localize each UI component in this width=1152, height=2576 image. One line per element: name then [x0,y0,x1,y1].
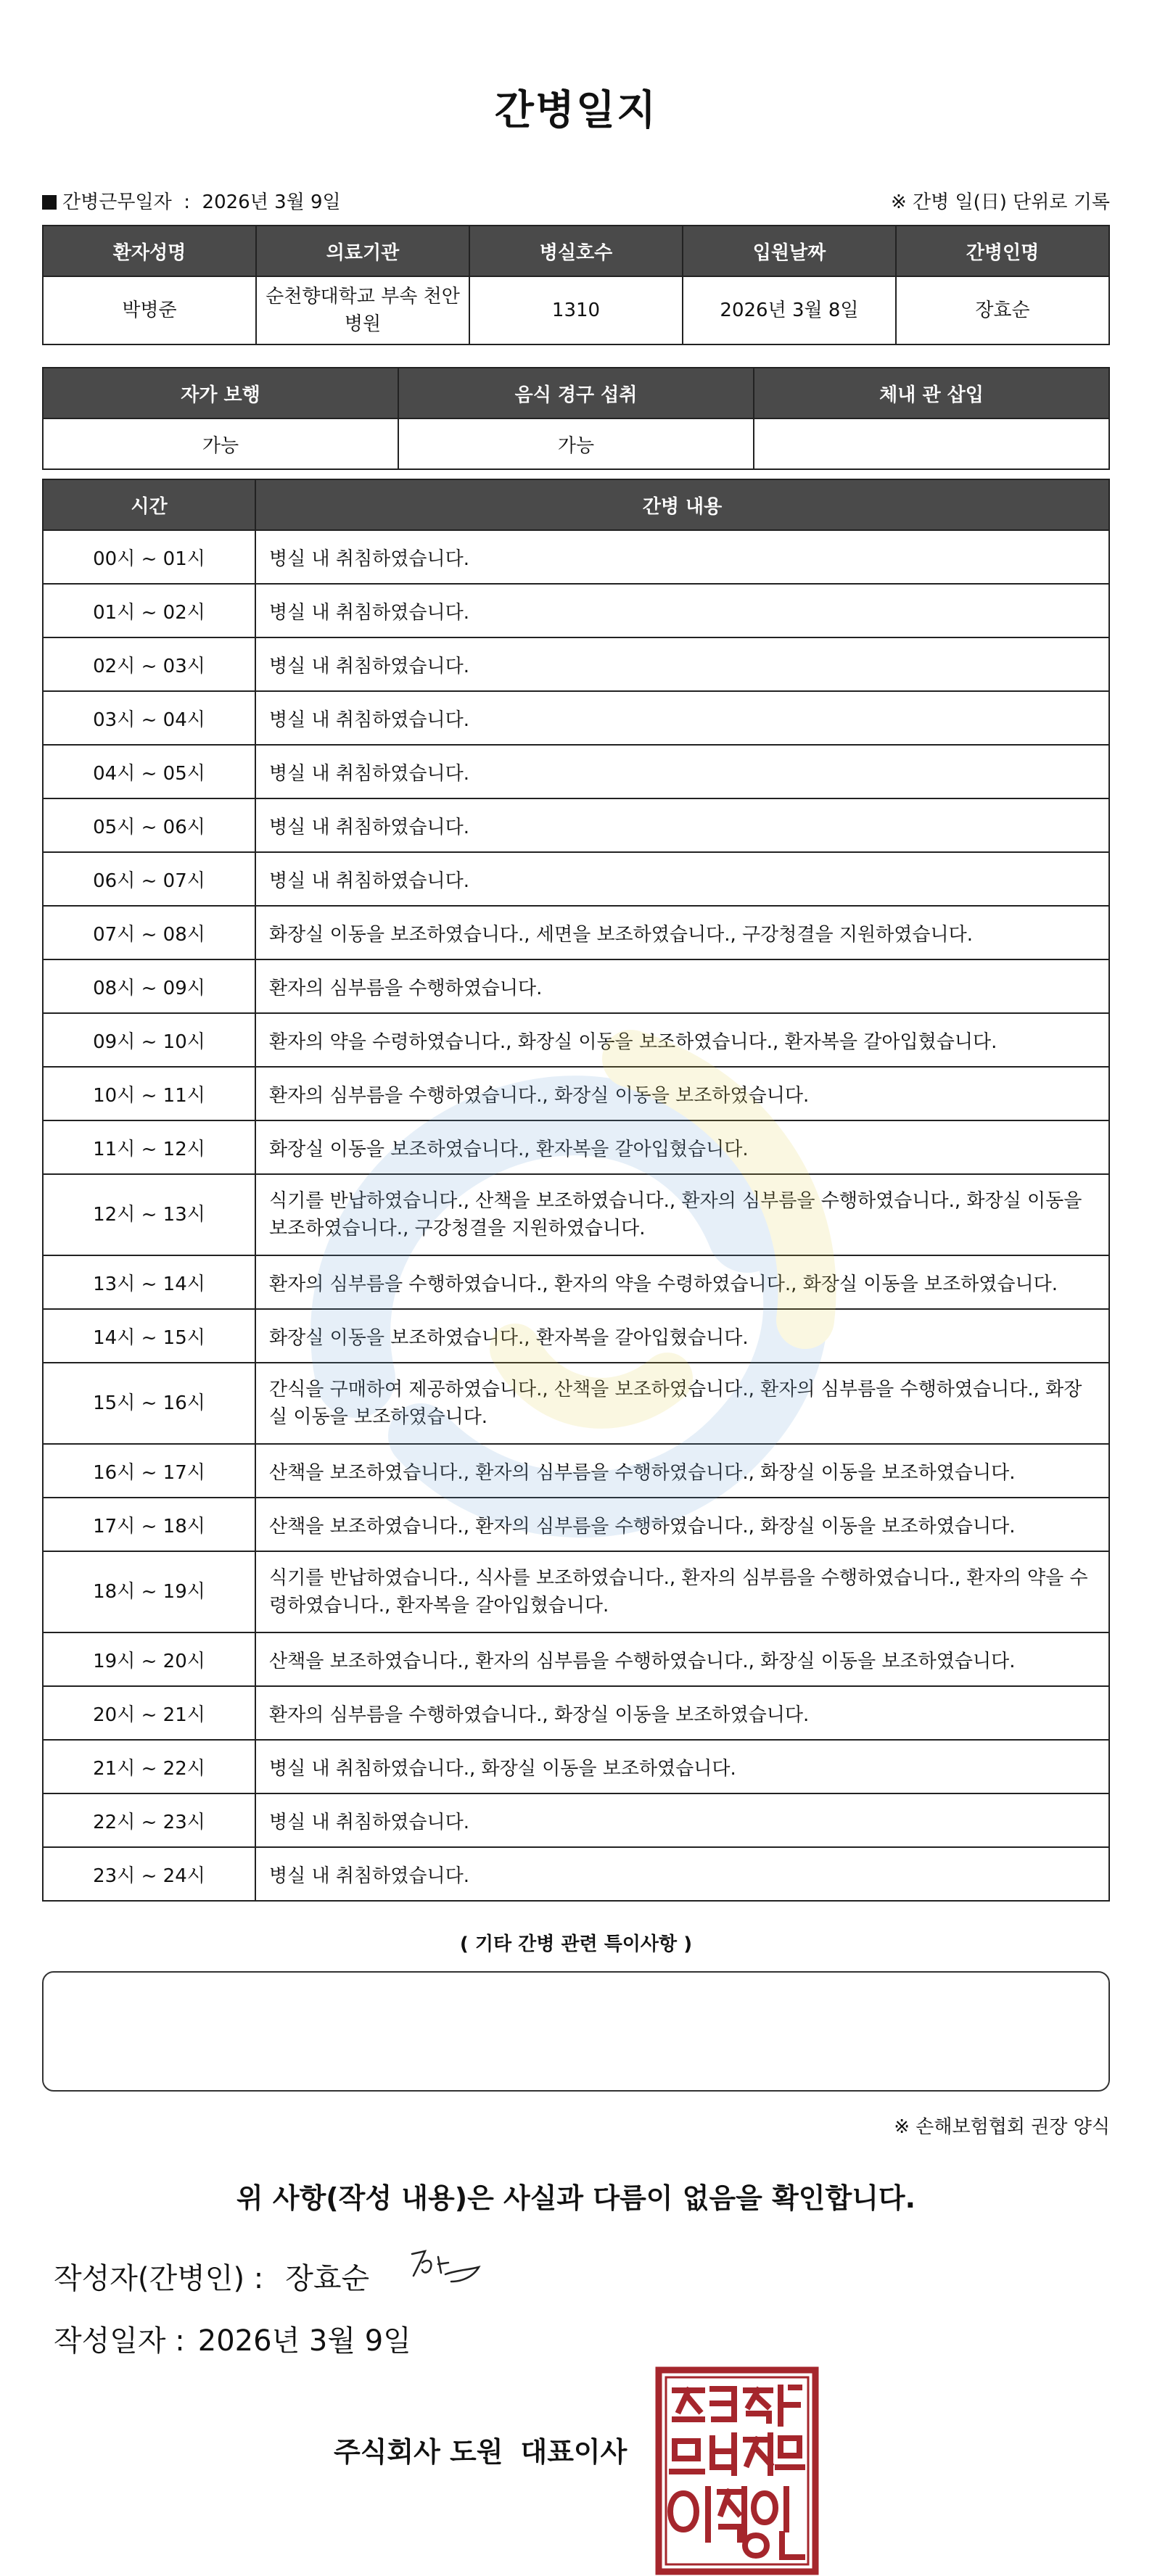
header-tube-insertion: 체내 관 삽입 [754,368,1109,418]
care-log-time: 01시 ~ 02시 [43,584,255,637]
company-line [334,2430,627,2469]
care-log-time: 07시 ~ 08시 [43,906,255,959]
care-log-table [42,479,1110,1902]
care-log-row [43,637,1109,691]
care-log-time: 16시 ~ 17시 [43,1444,255,1498]
care-log-content: 간식을 구매하여 제공하였습니다., 산책을 보조하였습니다., 환자의 심부름을 수행하였습니다., 화장실 이동을 보조하였습니다. [255,1363,1109,1444]
duty-date-label: 간병근무일자 [62,191,172,213]
square-bullet-icon [42,195,57,210]
care-log-row [43,1793,1109,1847]
care-log-time: 14시 ~ 15시 [43,1309,255,1363]
header-room-number: 병실호수 [469,226,683,276]
written-date-line [54,2318,411,2359]
care-log-time: 11시 ~ 12시 [43,1120,255,1174]
care-log-time: 05시 ~ 06시 [43,798,255,852]
care-log-content: 환자의 심부름을 수행하였습니다., 화장실 이동을 보조하였습니다. [255,1686,1109,1740]
form-source-note: ※ 손해보험협회 권장 양식 [894,2116,1110,2138]
patient-status-header-row [43,368,1109,418]
care-log-content: 식기를 반납하였습니다., 식사를 보조하였습니다., 환자의 심부름을 수행하였습니다., 환자의 약을 수령하였습니다., 환자복을 갈아입혔습니다. [255,1551,1109,1632]
care-log-content: 환자의 심부름을 수행하였습니다. [255,959,1109,1013]
care-log-row [43,745,1109,798]
care-log-header-row [43,479,1109,530]
care-log-row [43,798,1109,852]
care-log-row [43,1255,1109,1309]
care-log-content: 산책을 보조하였습니다., 환자의 심부름을 수행하였습니다., 화장실 이동을 보조하였습니다. [255,1498,1109,1551]
care-log-row [43,1686,1109,1740]
duty-date-line: 간병근무일자 : 2026년 3월 9일 [42,187,341,214]
care-log-content: 환자의 약을 수령하였습니다., 화장실 이동을 보조하였습니다., 환자복을 갈아입혔습니다. [255,1013,1109,1067]
care-log-content: 병실 내 취침하였습니다. [255,691,1109,745]
caregiver-name-value: 장효순 [896,276,1109,344]
written-date-value: 2026년 3월 9일 [197,2324,411,2358]
care-log-content: 환자의 심부름을 수행하였습니다., 화장실 이동을 보조하였습니다. [255,1067,1109,1120]
care-log-content: 병실 내 취침하였습니다. [255,584,1109,637]
care-log-time: 03시 ~ 04시 [43,691,255,745]
patient-info-table [42,225,1110,345]
writer-label: 작성자(간병인) : [54,2262,264,2295]
header-hospital: 의료기관 [256,226,469,276]
header-admission-date: 입원날짜 [683,226,896,276]
room-number-value: 1310 [469,276,683,344]
patient-status-value-row [43,418,1109,469]
care-log-row [43,1498,1109,1551]
header-oral-intake: 음식 경구 섭취 [398,368,754,418]
care-log-time: 20시 ~ 21시 [43,1686,255,1740]
care-log-time: 10시 ~ 11시 [43,1067,255,1120]
care-log-body [43,530,1109,1901]
care-log-time: 09시 ~ 10시 [43,1013,255,1067]
care-log-content: 병실 내 취침하였습니다., 화장실 이동을 보조하였습니다. [255,1740,1109,1793]
care-log-content: 환자의 심부름을 수행하였습니다., 환자의 약을 수령하였습니다., 화장실 이동을 보조하였습니다. [255,1255,1109,1309]
care-log-row [43,691,1109,745]
handwritten-signature [406,2241,486,2292]
patient-status-table [42,367,1110,470]
care-log-row [43,1363,1109,1444]
care-log-content: 산책을 보조하였습니다., 환자의 심부름을 수행하였습니다., 화장실 이동을 보조하였습니다. [255,1444,1109,1498]
care-log-row [43,1174,1109,1255]
patient-name-value: 박병준 [43,276,256,344]
page-title: 간병일지 [494,87,658,134]
notes-box [42,1971,1110,2092]
company-name: 주식회사 도원 [334,2436,503,2468]
hospital-value: 순천향대학교 부속 천안병원 [256,276,469,344]
care-log-time: 00시 ~ 01시 [43,530,255,584]
patient-info-header-row [43,226,1109,276]
care-log-time: 13시 ~ 14시 [43,1255,255,1309]
tube-insertion-value [754,418,1109,469]
header-care-content: 간병 내용 [255,479,1109,530]
notes-section-title: ( 기타 간병 관련 특이사항 ) [459,1933,693,1955]
care-log-time: 18시 ~ 19시 [43,1551,255,1632]
care-log-row [43,1551,1109,1632]
care-log-time: 19시 ~ 20시 [43,1632,255,1686]
care-log-time: 22시 ~ 23시 [43,1793,255,1847]
care-log-content: 화장실 이동을 보조하였습니다., 세면을 보조하였습니다., 구강청결을 지원하였습니다. [255,906,1109,959]
daily-record-note: ※ 간병 일(日) 단위로 기록 [890,191,1110,213]
care-log-content: 병실 내 취침하였습니다. [255,745,1109,798]
care-log-content: 화장실 이동을 보조하였습니다., 환자복을 갈아입혔습니다. [255,1309,1109,1363]
care-log-row [43,1309,1109,1363]
company-title: 대표이사 [520,2436,628,2468]
care-log-content: 병실 내 취침하였습니다. [255,637,1109,691]
care-log-row [43,1013,1109,1067]
care-log-row [43,1444,1109,1498]
care-log-time: 23시 ~ 24시 [43,1847,255,1901]
care-log-row [43,1632,1109,1686]
care-log-time: 17시 ~ 18시 [43,1498,255,1551]
care-log-content: 산책을 보조하였습니다., 환자의 심부름을 수행하였습니다., 화장실 이동을 보조하였습니다. [255,1632,1109,1686]
company-seal-stamp [654,2366,820,2576]
care-log-row [43,584,1109,637]
duty-date-value: 2026년 3월 9일 [202,191,341,213]
header-patient-name: 환자성명 [43,226,256,276]
care-log-time: 15시 ~ 16시 [43,1363,255,1444]
patient-info-value-row [43,276,1109,344]
care-log-row [43,906,1109,959]
care-log-content: 병실 내 취침하였습니다. [255,1847,1109,1901]
care-log-content: 병실 내 취침하였습니다. [255,1793,1109,1847]
care-log-row [43,1847,1109,1901]
confirmation-statement: 위 사항(작성 내용)은 사실과 다름이 없음을 확인합니다. [236,2182,916,2214]
care-log-row [43,959,1109,1013]
header-caregiver-name: 간병인명 [896,226,1109,276]
care-log-content: 화장실 이동을 보조하였습니다., 환자복을 갈아입혔습니다. [255,1120,1109,1174]
care-log-row [43,1740,1109,1793]
care-log-row [43,1120,1109,1174]
care-log-time: 12시 ~ 13시 [43,1174,255,1255]
care-log-content: 병실 내 취침하였습니다. [255,798,1109,852]
header-time: 시간 [43,479,255,530]
care-log-time: 06시 ~ 07시 [43,852,255,906]
care-log-time: 21시 ~ 22시 [43,1740,255,1793]
care-log-time: 04시 ~ 05시 [43,745,255,798]
care-log-content: 병실 내 취침하였습니다. [255,530,1109,584]
care-log-row [43,852,1109,906]
care-log-time: 08시 ~ 09시 [43,959,255,1013]
written-date-label: 작성일자 : [54,2324,185,2358]
header-self-walking: 자가 보행 [43,368,398,418]
admission-date-value: 2026년 3월 8일 [683,276,896,344]
writer-line [54,2255,369,2297]
care-log-row [43,530,1109,584]
writer-name: 장효순 [285,2262,370,2295]
care-log-content: 식기를 반납하였습니다., 산책을 보조하였습니다., 환자의 심부름을 수행하였습니다., 화장실 이동을 보조하였습니다., 구강청결을 지원하였습니다. [255,1174,1109,1255]
care-log-row [43,1067,1109,1120]
self-walking-value: 가능 [43,418,398,469]
care-log-time: 02시 ~ 03시 [43,637,255,691]
care-log-content: 병실 내 취침하였습니다. [255,852,1109,906]
oral-intake-value: 가능 [398,418,754,469]
